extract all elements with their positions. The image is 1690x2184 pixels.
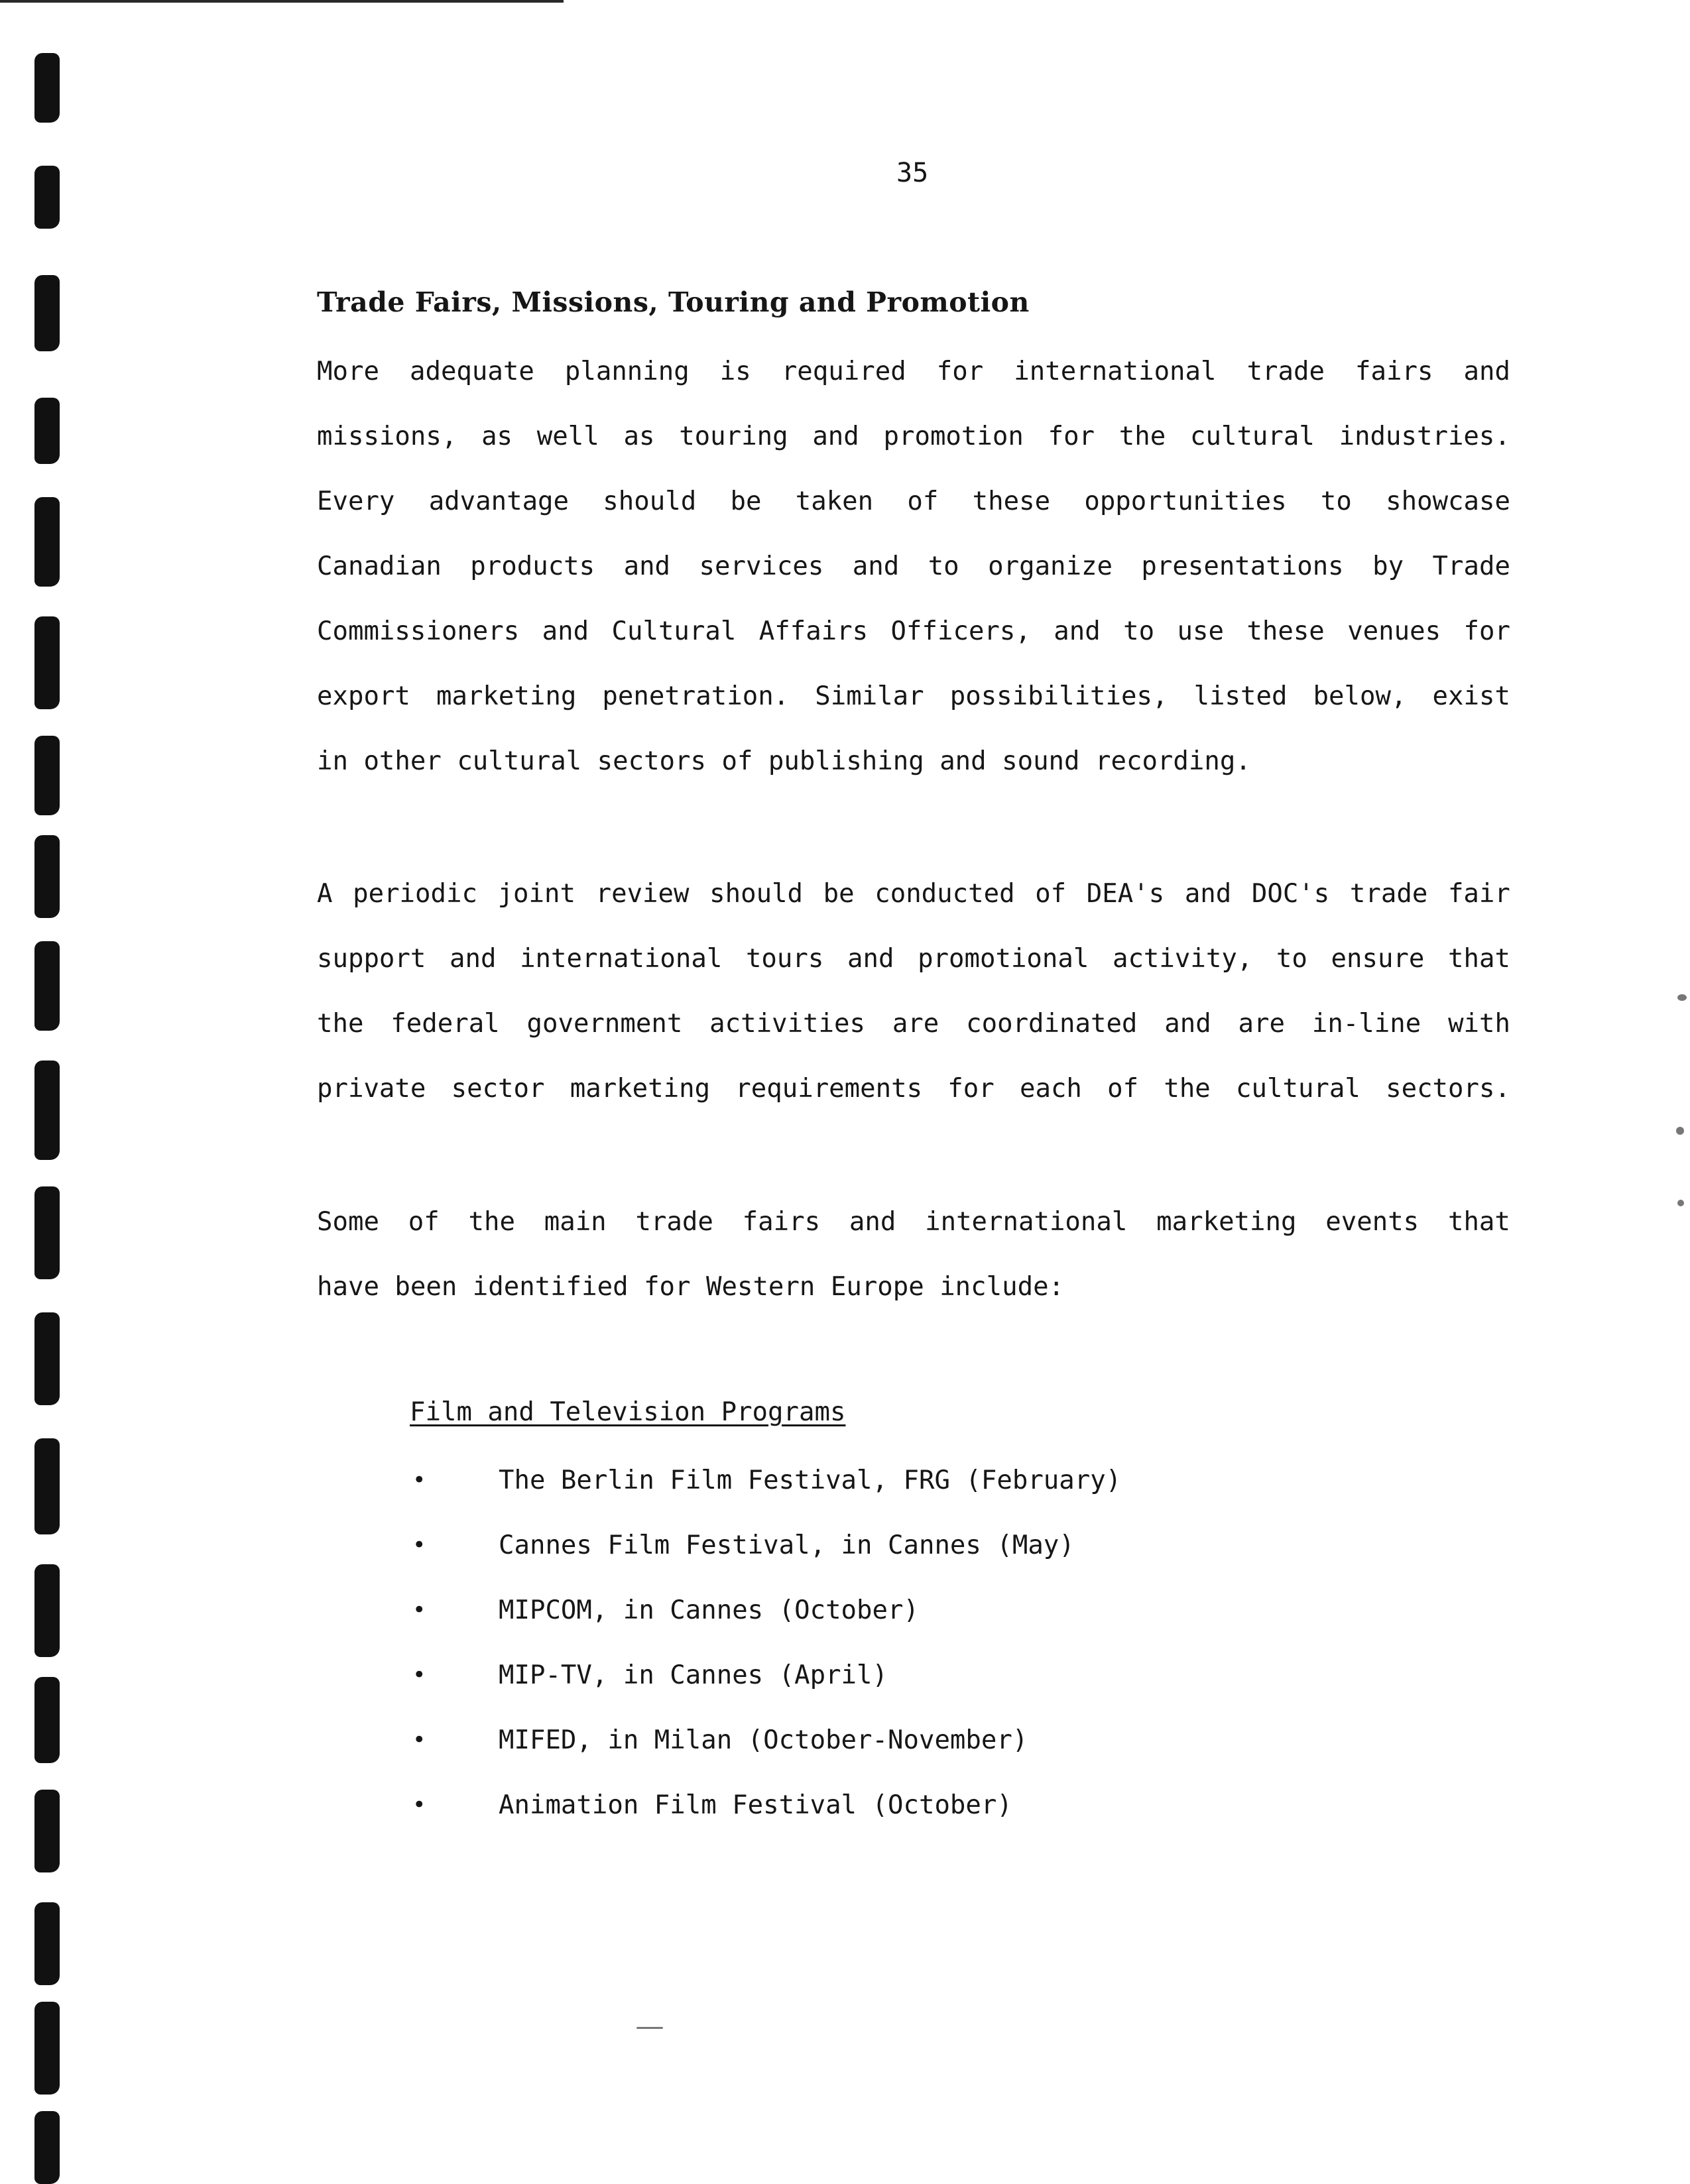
- event-name: Cannes Film Festival, in Cannes (May): [499, 1530, 1075, 1560]
- word: as: [481, 422, 513, 451]
- word: exist: [1432, 681, 1510, 711]
- word: advantage: [428, 487, 570, 516]
- word: requirements: [735, 1074, 923, 1104]
- word: for: [1463, 616, 1510, 646]
- binder-hole-mark: [34, 1677, 60, 1763]
- text-line: [317, 664, 1510, 729]
- word: A: [317, 879, 333, 909]
- list-item: [410, 1707, 1121, 1772]
- word: as: [623, 422, 655, 451]
- word: is: [719, 357, 751, 386]
- word: international: [925, 1207, 1128, 1237]
- binder-hole-mark: [34, 616, 60, 709]
- text-line: [317, 927, 1510, 992]
- word: to: [1320, 487, 1352, 516]
- word: trade: [1349, 879, 1428, 909]
- word: Canadian: [317, 551, 442, 581]
- binder-hole-mark: [34, 497, 60, 587]
- word: DOC's: [1251, 879, 1330, 909]
- event-name: MIPCOM, in Cannes (October): [499, 1595, 919, 1625]
- word: and: [1054, 616, 1101, 646]
- list-item: [410, 1772, 1121, 1837]
- word: missions,: [317, 422, 457, 451]
- binder-hole-mark: [34, 2002, 60, 2095]
- word: promotional: [918, 944, 1089, 974]
- word: well: [536, 422, 599, 451]
- word: Every: [317, 487, 395, 516]
- event-name: MIFED, in Milan (October-November): [499, 1725, 1028, 1755]
- binder-hole-mark: [34, 1186, 60, 1279]
- word: Affairs: [758, 616, 869, 646]
- word: Similar: [815, 681, 924, 711]
- list-item: [410, 1642, 1121, 1707]
- event-list: [410, 1448, 1121, 1837]
- word: listed: [1193, 681, 1288, 711]
- word: of: [1035, 879, 1067, 909]
- word: review: [595, 879, 690, 909]
- word: that: [1448, 944, 1510, 974]
- binder-hole-mark: [34, 1061, 60, 1160]
- word: for: [947, 1074, 995, 1104]
- word: tours: [745, 944, 824, 974]
- binder-hole-strip: [34, 46, 74, 2167]
- text-line: [317, 599, 1510, 664]
- word: international: [1014, 357, 1217, 386]
- binder-hole-mark: [34, 941, 60, 1031]
- word: private: [317, 1074, 426, 1104]
- word: federal: [391, 1009, 500, 1039]
- word: to: [928, 551, 959, 581]
- binder-hole-mark: [34, 275, 60, 351]
- word: and: [450, 944, 497, 974]
- word: More: [317, 357, 379, 386]
- binder-hole-mark: [34, 2111, 60, 2184]
- word: to: [1123, 616, 1155, 646]
- word: use: [1177, 616, 1224, 646]
- word: activities: [709, 1009, 865, 1039]
- paragraph-joint-review: [317, 862, 1510, 1121]
- word: Some: [317, 1207, 379, 1237]
- word: cultural: [1190, 422, 1315, 451]
- word: services: [699, 551, 824, 581]
- top-border-line: [0, 0, 564, 3]
- word: presentations: [1141, 551, 1344, 581]
- word: of: [1107, 1074, 1139, 1104]
- event-name: Animation Film Festival (October): [499, 1790, 1012, 1820]
- word: touring: [679, 422, 788, 451]
- binder-hole-mark: [34, 398, 60, 464]
- word: adequate: [409, 357, 534, 386]
- bullet-icon: •: [412, 1792, 426, 1818]
- text-line: [317, 404, 1510, 469]
- word: of: [907, 487, 939, 516]
- word: organize: [988, 551, 1113, 581]
- word: required: [781, 357, 906, 386]
- word: for: [1048, 422, 1095, 451]
- word: Commissioners: [317, 616, 520, 646]
- word: penetration.: [602, 681, 790, 711]
- word: sector: [451, 1074, 545, 1104]
- word: the: [468, 1207, 515, 1237]
- word: industries.: [1339, 422, 1510, 451]
- list-item: [410, 1578, 1121, 1642]
- paragraph-main-events-intro: [317, 1190, 1510, 1320]
- word: venues: [1347, 616, 1441, 646]
- word: showcase: [1386, 487, 1510, 516]
- text-line: [317, 469, 1510, 534]
- binder-hole-mark: [34, 736, 60, 815]
- word: by: [1372, 551, 1404, 581]
- word: marketing: [436, 681, 577, 711]
- word: these: [972, 487, 1051, 516]
- word: marketing: [570, 1074, 711, 1104]
- word: support: [317, 944, 426, 974]
- list-item: [410, 1448, 1121, 1513]
- word: sectors.: [1386, 1074, 1510, 1104]
- word: marketing: [1156, 1207, 1297, 1237]
- page-number: 35: [896, 158, 929, 188]
- text-line: in other cultural sectors of publishing and sound recording.: [317, 746, 1251, 776]
- word: promotion: [883, 422, 1024, 451]
- word: possibilities,: [949, 681, 1168, 711]
- word: fairs: [742, 1207, 821, 1237]
- binder-hole-mark: [34, 835, 60, 918]
- word: government: [526, 1009, 683, 1039]
- section-title: Trade Fairs, Missions, Touring and Promotion: [317, 286, 1030, 318]
- binder-hole-mark: [34, 53, 60, 123]
- bullet-icon: •: [412, 1597, 426, 1623]
- word: taken: [795, 487, 874, 516]
- word: and: [623, 551, 671, 581]
- word: be: [823, 879, 855, 909]
- word: Trade: [1432, 551, 1510, 581]
- word: the: [317, 1009, 364, 1039]
- word: and: [847, 944, 894, 974]
- scan-speck: [636, 2027, 663, 2029]
- bullet-icon: •: [412, 1467, 426, 1493]
- text-line: [317, 862, 1510, 927]
- binder-hole-mark: [34, 1312, 60, 1405]
- binder-hole-mark: [34, 1438, 60, 1534]
- word: in-line: [1311, 1009, 1421, 1039]
- word: activity,: [1112, 944, 1253, 974]
- word: trade: [1246, 357, 1325, 386]
- word: joint: [497, 879, 575, 909]
- word: products: [470, 551, 595, 581]
- word: and: [852, 551, 900, 581]
- word: for: [936, 357, 984, 386]
- word: are: [1238, 1009, 1285, 1039]
- word: of: [408, 1207, 440, 1237]
- scan-speck: [1677, 994, 1687, 1001]
- event-name: The Berlin Film Festival, FRG (February): [499, 1465, 1122, 1495]
- word: events: [1325, 1207, 1419, 1237]
- text-line: [317, 339, 1510, 404]
- word: that: [1447, 1207, 1510, 1237]
- text-line: [317, 534, 1510, 599]
- word: trade: [635, 1207, 713, 1237]
- binder-hole-mark: [34, 1564, 60, 1657]
- text-line: [317, 992, 1510, 1057]
- word: international: [520, 944, 723, 974]
- word: below,: [1313, 681, 1407, 711]
- scan-speck: [1676, 1127, 1684, 1135]
- paragraph-trade-fairs-planning: [317, 339, 1510, 794]
- binder-hole-mark: [34, 166, 60, 229]
- word: periodic: [353, 879, 477, 909]
- word: cultural: [1236, 1074, 1360, 1104]
- word: the: [1118, 422, 1166, 451]
- word: to: [1276, 944, 1307, 974]
- word: and: [542, 616, 589, 646]
- word: coordinated: [966, 1009, 1138, 1039]
- word: Officers,: [890, 616, 1031, 646]
- word: with: [1448, 1009, 1510, 1039]
- word: planning: [564, 357, 690, 386]
- text-line: [317, 1190, 1510, 1255]
- word: should: [603, 487, 697, 516]
- word: fair: [1447, 879, 1510, 909]
- word: should: [709, 879, 804, 909]
- word: the: [1164, 1074, 1211, 1104]
- word: ensure: [1331, 944, 1425, 974]
- word: are: [892, 1009, 939, 1039]
- word: these: [1246, 616, 1325, 646]
- word: export: [317, 681, 410, 711]
- text-line: [317, 1057, 1510, 1121]
- word: and: [1463, 357, 1510, 386]
- word: conducted: [875, 879, 1015, 909]
- word: and: [1184, 879, 1232, 909]
- binder-hole-mark: [34, 1790, 60, 1872]
- word: and: [849, 1207, 896, 1237]
- word: be: [730, 487, 762, 516]
- list-item: [410, 1513, 1121, 1578]
- bullet-icon: •: [412, 1662, 426, 1688]
- text-line: have been identified for Western Europe include:: [317, 1272, 1065, 1302]
- word: main: [544, 1207, 607, 1237]
- word: each: [1019, 1074, 1082, 1104]
- word: DEA's: [1086, 879, 1165, 909]
- word: and: [1164, 1009, 1211, 1039]
- word: fairs: [1355, 357, 1433, 386]
- bullet-icon: •: [412, 1532, 426, 1558]
- binder-hole-mark: [34, 1902, 60, 1985]
- scan-speck: [1677, 1200, 1684, 1206]
- word: and: [812, 422, 859, 451]
- event-name: MIP-TV, in Cannes (April): [499, 1660, 888, 1690]
- list-heading-film-television: Film and Television Programs: [410, 1397, 846, 1427]
- bullet-icon: •: [412, 1727, 426, 1753]
- word: opportunities: [1084, 487, 1287, 516]
- word: Cultural: [611, 616, 737, 646]
